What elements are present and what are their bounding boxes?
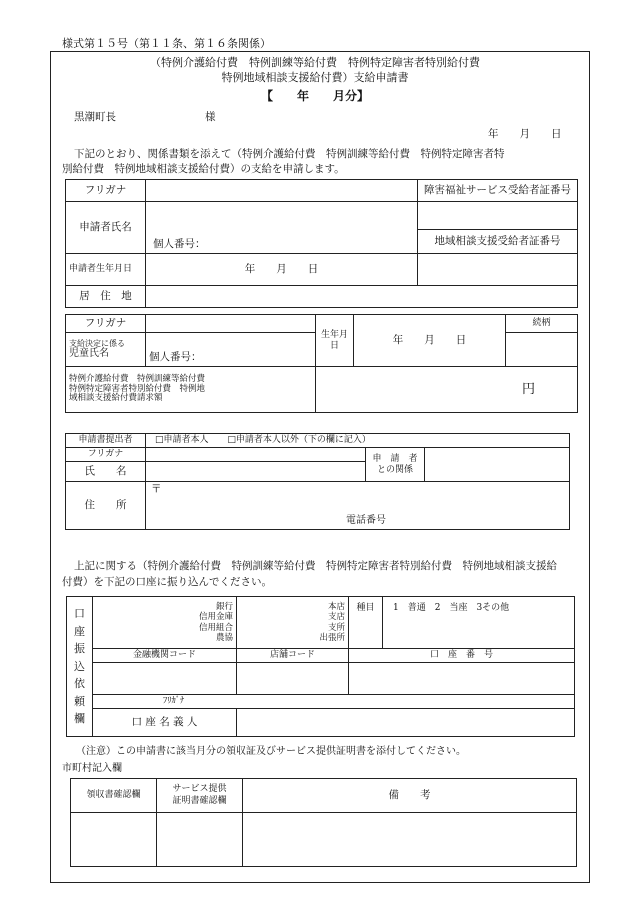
child-dob-input[interactable]: [354, 315, 506, 367]
child-dob-value: 年 月 日: [392, 334, 467, 347]
addressee-suffix: 様: [205, 111, 216, 123]
bank-side-label-char: 口: [74, 606, 85, 620]
institution-type-cell[interactable]: [93, 597, 237, 649]
branch-code-input[interactable]: [237, 663, 349, 695]
bank-side-label-char: 込: [74, 659, 85, 673]
service-cert-number[interactable]: [418, 202, 578, 230]
title-line-2: 特例地域相談支援給付費）支給申請書: [221, 71, 409, 84]
bank-intro-2: 付費）を下記の口座に振り込んでください。: [62, 576, 272, 588]
claim-label-line-3: 域相談支援給付費請求額: [69, 393, 163, 404]
address-input[interactable]: [146, 286, 578, 308]
account-type-options[interactable]: 1 普通 2 当座 3その他: [383, 597, 575, 649]
child-dob-label: 生年月日: [316, 315, 354, 367]
bank-side-label-char: 欄: [74, 712, 85, 726]
application-date: 年 月 日: [488, 128, 562, 140]
applicant-dob-label: 申請者生年月日: [66, 254, 146, 286]
bank-side-label-char: 振: [74, 642, 85, 656]
claim-unit: 円: [521, 381, 535, 397]
submitter-table: [65, 433, 570, 530]
child-name-label: [66, 333, 146, 367]
bank-code-label: 金融機関コード: [93, 649, 237, 663]
service-check-label: [157, 779, 243, 813]
child-name-input[interactable]: [146, 333, 316, 367]
applicant-dob-input[interactable]: [146, 254, 418, 286]
address-label: 居 住 地: [66, 286, 146, 308]
option-applicant-self[interactable]: □申請者本人: [155, 435, 209, 446]
account-type-label: 種目: [349, 597, 383, 649]
bank-intro-1: 上記に関する（特例介護給付費 特例訓練等給付費 特例特定障害者特別給付費 特例地域相談支援給: [74, 560, 557, 572]
holder-input[interactable]: [237, 709, 575, 737]
submitter-address-label: 住 所: [66, 482, 146, 530]
submitter-address-input[interactable]: [146, 482, 570, 530]
title-period: 【 年 月分】: [260, 89, 369, 103]
note: （注意）この申請書に該当月分の領収証及びサービス提供証明書を添付してください。: [76, 746, 466, 757]
intro-text-2: 別給付費 特例地域相談支援給付費）の支給を申請します。: [62, 163, 345, 175]
branch-type-cell[interactable]: [237, 597, 349, 649]
receipt-check-input[interactable]: [71, 813, 157, 867]
applicant-personal-number: 個人番号：: [153, 238, 206, 251]
service-check-input[interactable]: [157, 813, 243, 867]
account-number-label: 口 座 番 号: [349, 649, 575, 663]
consult-cert-label: 地域相談支援受給者証番号: [418, 230, 578, 254]
relation-input[interactable]: [506, 333, 578, 367]
child-table: [65, 314, 578, 413]
submitter-furigana-label: フリガナ: [66, 448, 146, 462]
option-other-than-applicant[interactable]: □申請者本人以外（下の欄に記入）: [227, 435, 371, 446]
child-name-label-line-2: 児童氏名: [69, 348, 109, 360]
form-number: 様式第１５号（第１１条、第１６条関係）: [62, 37, 271, 50]
institution-type-option: 銀行: [215, 602, 233, 613]
branch-type-option: 本店: [327, 602, 345, 613]
applicant-name-label: 申請者氏名: [66, 202, 146, 254]
applicant-furigana-label: フリガナ: [66, 180, 146, 202]
relation-to-applicant-input[interactable]: [425, 448, 570, 482]
consult-cert-number[interactable]: [418, 254, 578, 286]
child-furigana-label: フリガナ: [66, 315, 146, 333]
submitter-name-input[interactable]: [146, 462, 366, 482]
branch-type-option: 支店: [327, 612, 345, 623]
submitter-options: [146, 434, 570, 448]
submitter-name-label: 氏 名: [66, 462, 146, 482]
branch-type-option: 支所: [327, 622, 345, 633]
bank-table: [66, 596, 575, 737]
claim-label: [66, 367, 316, 413]
bank-side-label-char: 座: [74, 624, 85, 638]
postal-mark: 〒: [151, 483, 162, 495]
submitter-label: 申請書提出者: [66, 434, 146, 448]
claim-label-line-1: 特例介護給付費 特例訓練等給付費: [69, 373, 206, 384]
claim-amount-input[interactable]: [316, 367, 578, 413]
relation-to-applicant-label: [366, 448, 425, 482]
branch-type-option: 出張所: [319, 632, 345, 643]
phone-label: 電話番号: [346, 515, 386, 526]
applicant-name-input[interactable]: [146, 202, 418, 254]
bank-side-label-char: 頼: [74, 694, 85, 708]
municipal-table: [70, 778, 577, 867]
relation-label: 続柄: [506, 315, 578, 333]
institution-type-option: 信用組合: [198, 622, 233, 633]
relation-to-applicant-line-2: との関係: [376, 464, 413, 475]
relation-to-applicant-line-1: 申 請 者: [372, 453, 418, 464]
addressee: 黒潮町長: [74, 111, 116, 123]
intro-text-1: 下記のとおり、関係書類を添えて（特例介護給付費 特例訓練等給付費 特例特定障害者特: [74, 148, 505, 160]
service-cert-label: 障害福祉サービス受給者証番号: [418, 180, 578, 202]
municipal-section-label: 市町村記入欄: [62, 763, 122, 774]
applicant-furigana-input[interactable]: [146, 180, 418, 202]
applicant-dob-value: 年 月 日: [244, 263, 319, 276]
receipt-check-label: 領収書確認欄: [71, 779, 157, 813]
service-check-line-1: サービス提供: [172, 783, 227, 794]
holder-furigana-label: ﾌﾘｶﾞﾅ: [93, 695, 575, 709]
institution-type-option: 農協: [215, 632, 233, 643]
claim-label-line-2: 特例特定障害者特別給付費 特例地: [69, 383, 206, 394]
title-line-1: （特例介護給付費 特例訓練等給付費 特例特定障害者特別給付費: [150, 56, 480, 69]
branch-code-label: 店舗コード: [237, 649, 349, 663]
child-furigana-input[interactable]: [146, 315, 316, 333]
applicant-table: [65, 179, 578, 308]
holder-label: 口 座 名 義 人: [93, 709, 237, 737]
submitter-furigana-input[interactable]: [146, 448, 366, 462]
child-name-label-line-1: 支給決定に係る: [69, 339, 125, 349]
account-number-input[interactable]: [349, 663, 575, 695]
institution-type-option: 信用金庫: [198, 612, 233, 623]
bank-side-label-char: 依: [74, 677, 85, 691]
remarks-label: 備 考: [243, 779, 577, 813]
bank-code-input[interactable]: [93, 663, 237, 695]
service-check-line-2: 証明書確認欄: [172, 795, 227, 806]
child-personal-number: 個人番号：: [149, 351, 202, 364]
remarks-input[interactable]: [243, 813, 577, 867]
bank-side-label: [67, 597, 93, 737]
